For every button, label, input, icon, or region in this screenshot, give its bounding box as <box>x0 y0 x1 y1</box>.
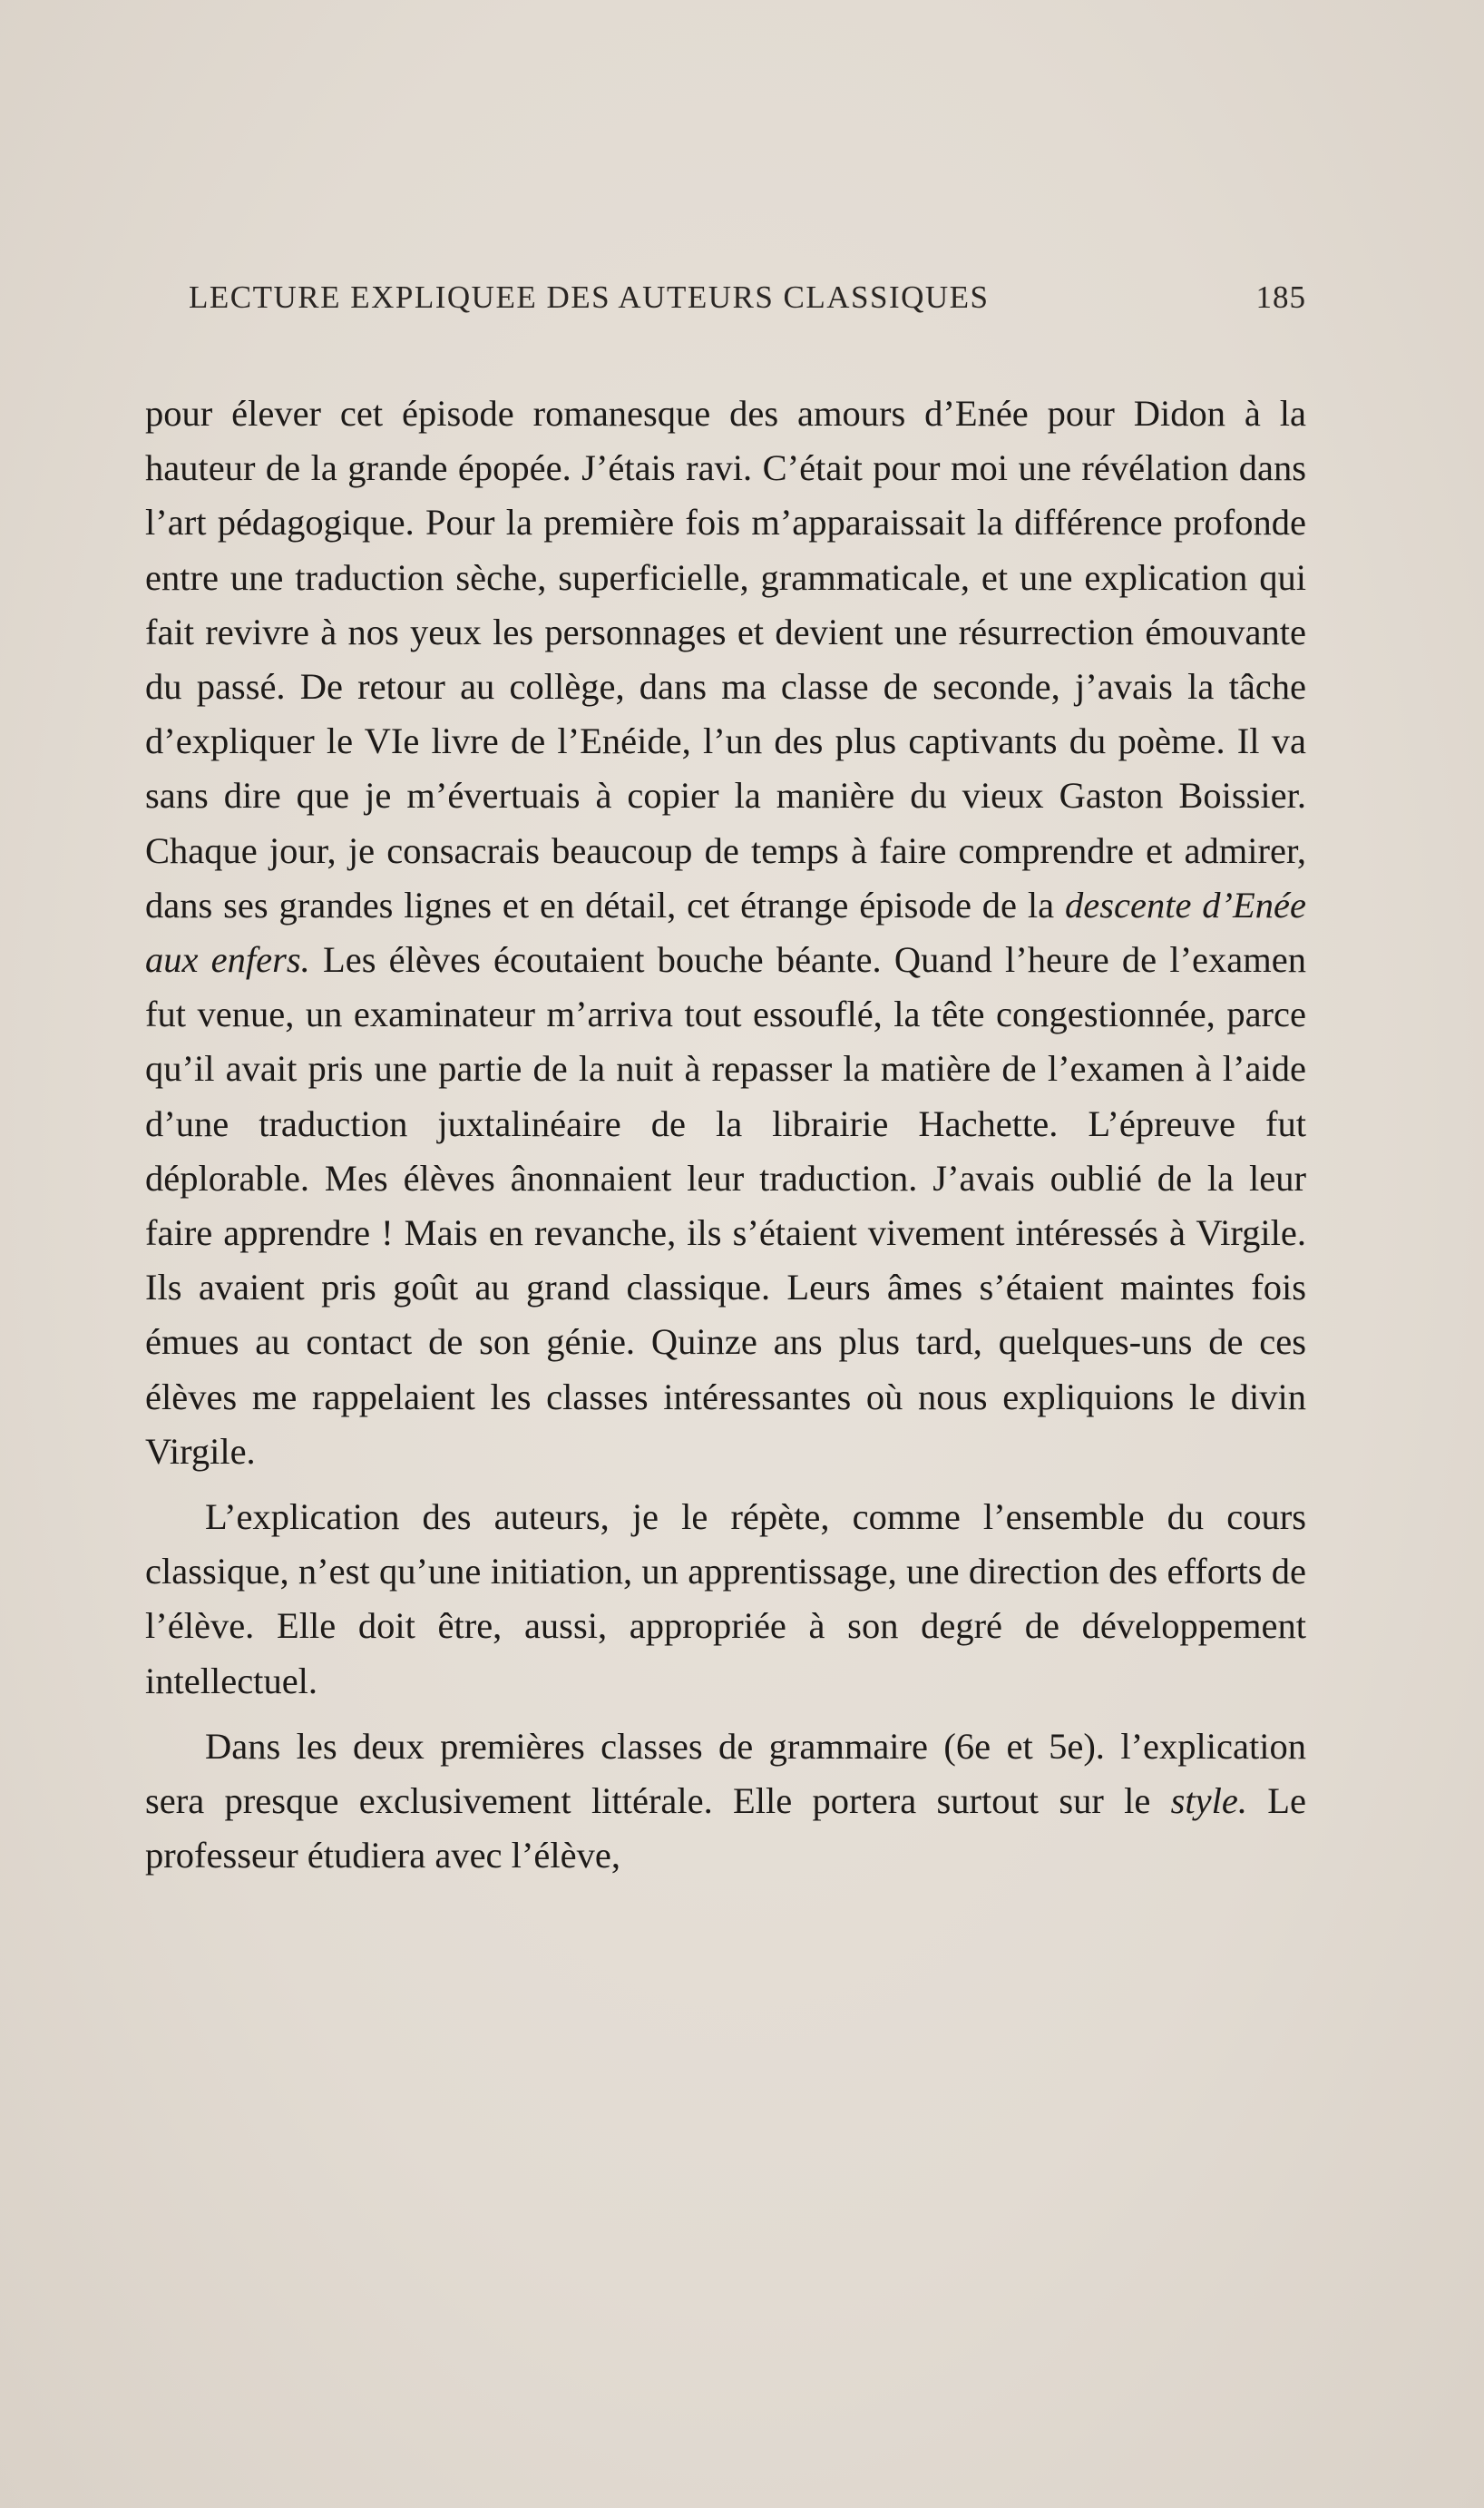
running-head <box>189 279 1306 316</box>
paragraph-1-text-b: Les élèves écoutaient bouche béante. Quand l’heure de l’examen fut venue, un examinateur m’arriva tout essouflé, la tête congestionnée, parce qu’il avait pris une partie de la nuit à repasser la matière de l’examen à l’aide d’une traduction juxtalinéaire de la librairie Hachette. L’épreuve fut déplorable. Mes élèves ânonnaient leur traduction. J’avais oublié de la leur faire apprendre ! Mais en revanche, ils s’étaient vivement intéressés à Virgile. Ils avaient pris goût au grand classique. Leurs âmes s’étaient maintes fois émues au contact de son génie. Quinze ans plus tard, quelques-uns de ces élèves me rappelaient les classes intéressantes où nous expliquions le divin Virgile. <box>145 939 1306 1472</box>
paragraph-1 <box>145 387 1306 1479</box>
paragraph-2: L’explication des auteurs, je le répète, comme l’ensemble du cours classique, n’est qu’une initiation, un apprentissage, une direction des efforts de l’élève. Elle doit être, aussi, appropriée à son degré de développement intellectuel. <box>145 1496 1306 1701</box>
paragraph-3 <box>145 1719 1306 1884</box>
paragraph-3-text-a: Dans les deux premières classes de grammaire (6e et 5e). l’explication sera presque exclusivement littérale. Elle portera surtout sur le <box>145 1725 1306 1822</box>
paragraph-1-italic: descente d’Enée aux enfers. <box>145 884 1306 981</box>
page-number: 185 <box>1255 279 1306 315</box>
paragraph-3-italic: style. <box>1170 1780 1247 1822</box>
chapter-title: LECTURE EXPLIQUEE DES AUTEURS CLASSIQUES <box>189 279 990 315</box>
paragraph-3-text-b: Le professeur étudiera avec l’élève, <box>145 1780 1307 1876</box>
paragraph-1-text-a: pour élever cet épisode romanesque des amours d’Enée pour Didon à la hauteur de la grande épopée. J’étais ravi. C’était pour moi une révélation dans l’art pédagogique. Pour la première fois m’apparaissait la différence profonde entre une traduction sèche, superficielle, grammaticale, et une explication qui fait revivre à nos yeux les personnages et devient une résurrection émouvante du passé. De retour au collège, dans ma classe de seconde, j’avais la tâche d’expliquer le VIe livre de l’Enéide, l’un des plus captivants du poème. Il va sans dire que je m’évertuais à copier la manière du vieux Gaston Boissier. Chaque jour, je consacrais beaucoup de temps à faire comprendre et admirer, dans ses grandes lignes et en détail, cet étrange épisode de la <box>145 393 1306 926</box>
body-text <box>145 387 1306 1883</box>
